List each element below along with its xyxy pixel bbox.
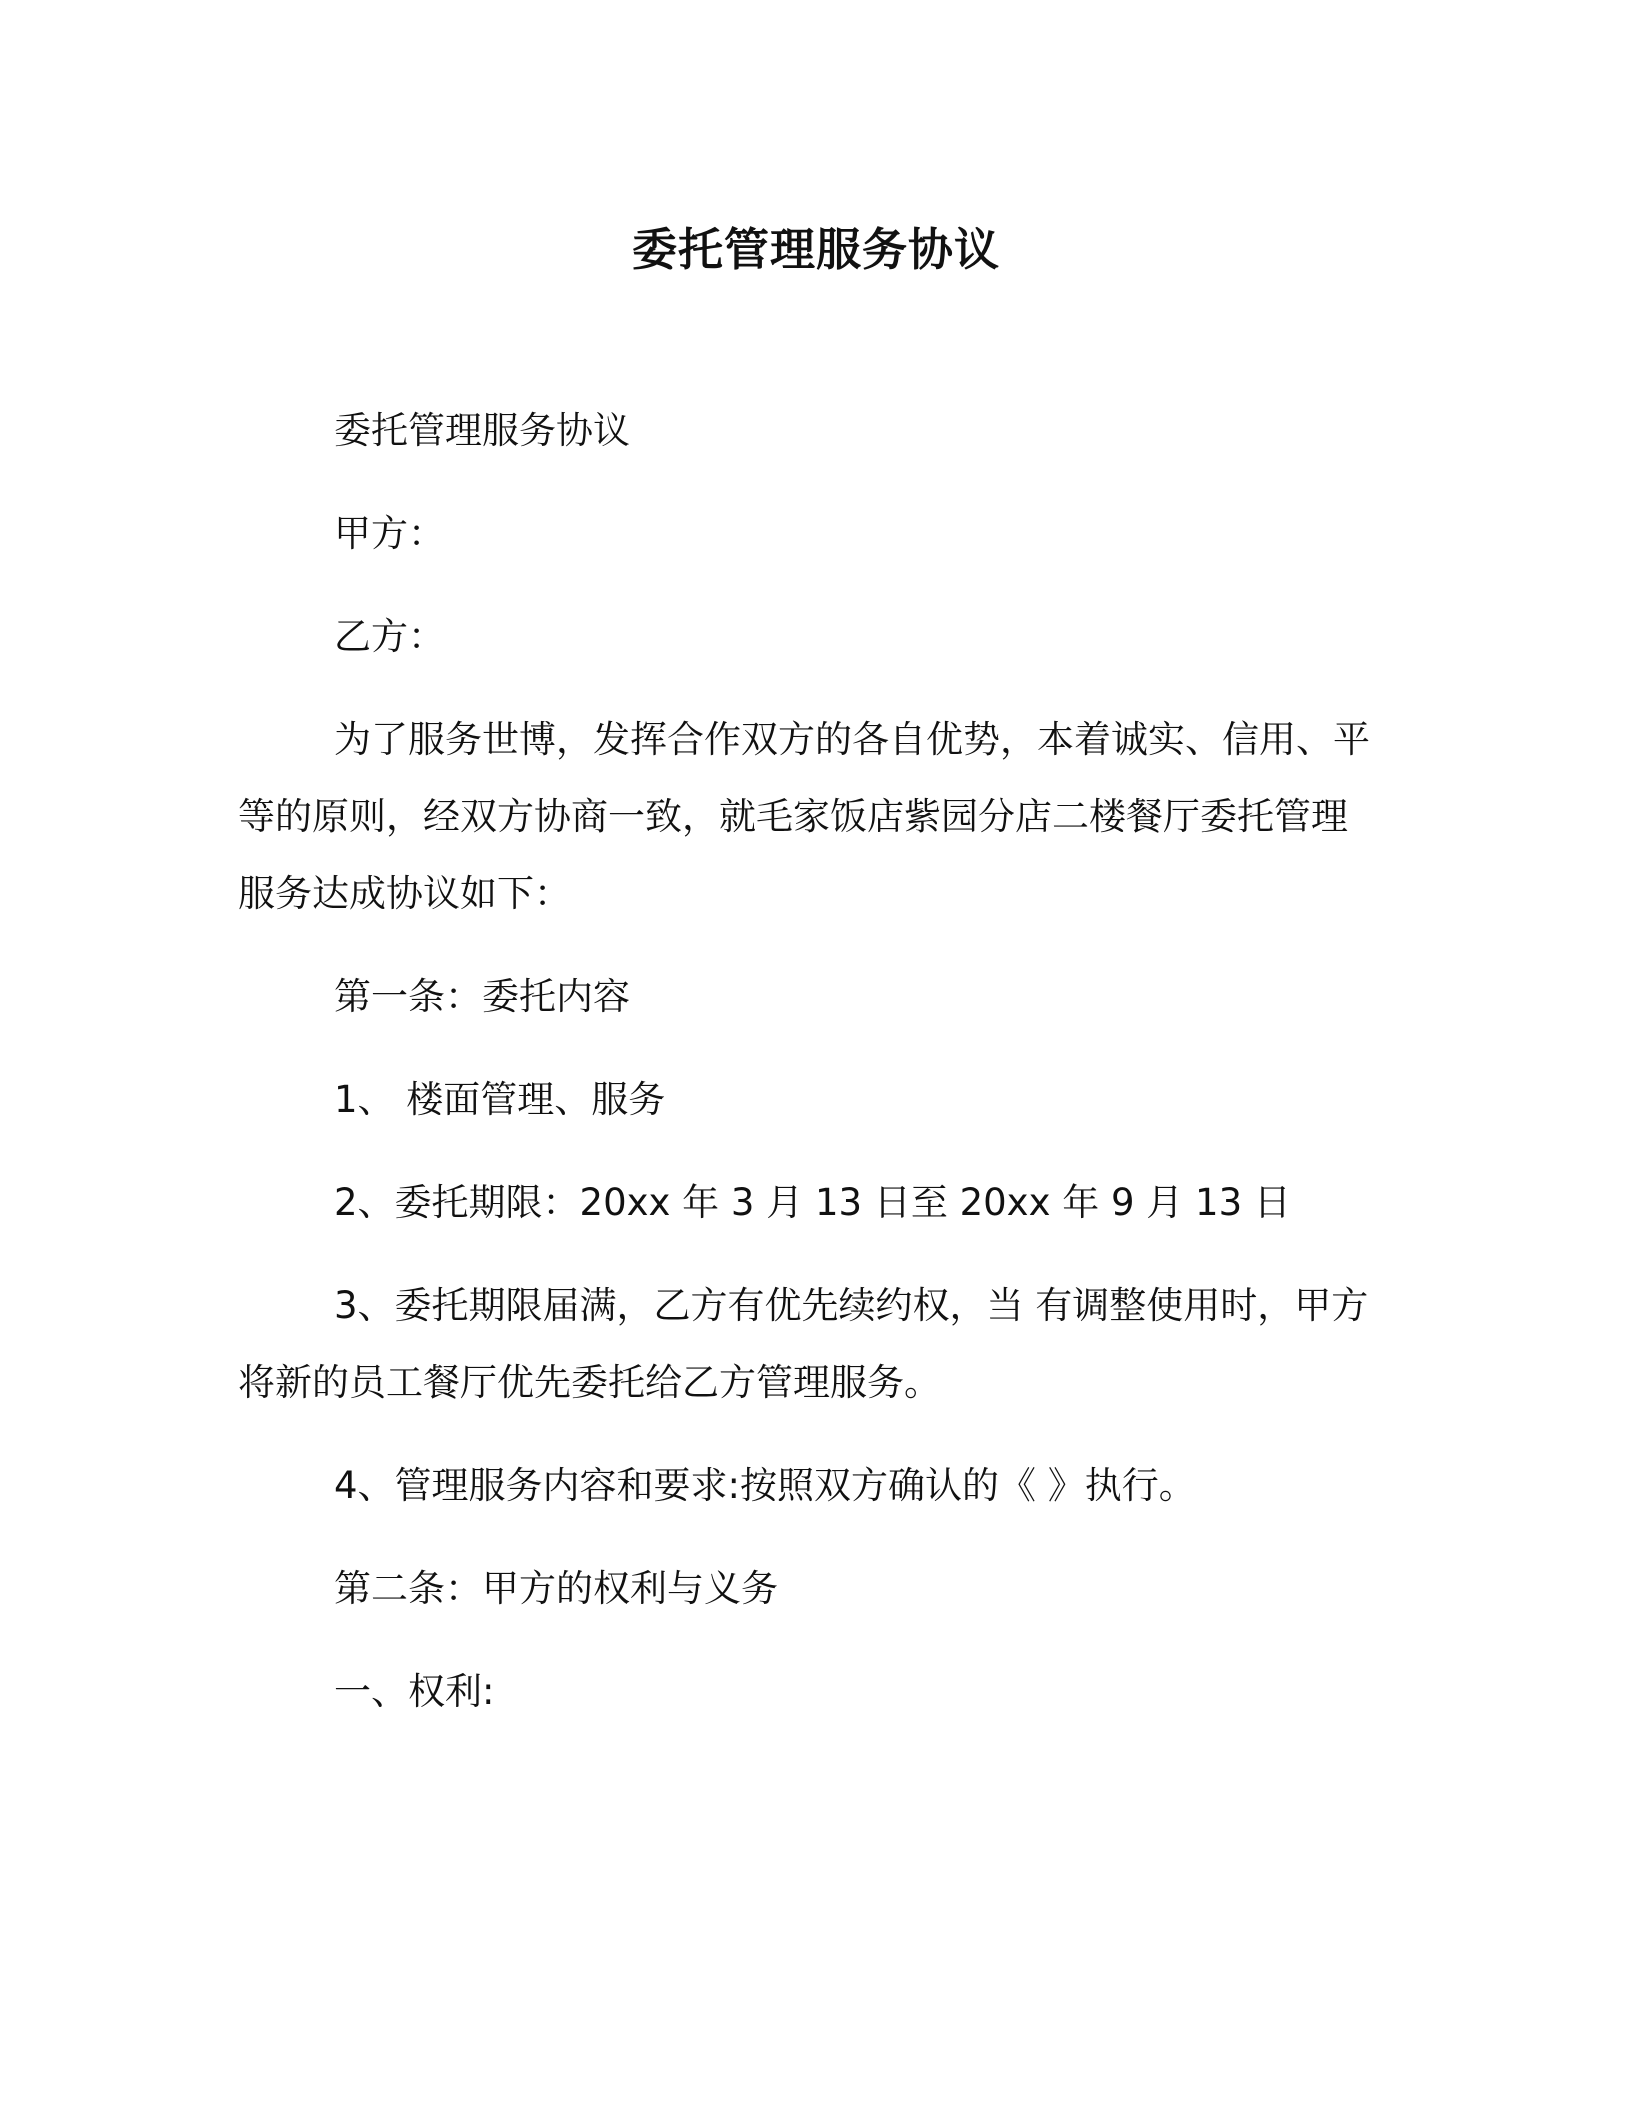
item-2: 2、委托期限：20xx 年 3 月 13 日至 20xx 年 9 月 13 日 (334, 1181, 1291, 1224)
article-one-heading: 第一条：委托内容 (334, 975, 630, 1018)
heading-paragraph: 委托管理服务协议 (334, 409, 630, 452)
document-title: 委托管理服务协议 (631, 223, 1000, 276)
preamble-paragraph: 为了服务世博，发挥合作双方的各自优势，本着诚实、信用、平等的原则，经双方协商一致，就毛家饭店紫园分店二楼餐厅委托管理服务达成协议如下： (238, 718, 1370, 915)
document-body (238, 392, 1380, 1756)
article-two-heading: 第二条：甲方的权利与义务 (334, 1567, 778, 1610)
item-3: 3、委托期限届满，乙方有优先续约权，当 有调整使用时，甲方将新的员工餐厅优先委托给乙方管理服务。 (238, 1284, 1369, 1404)
party-b-line: 乙方： (334, 615, 445, 658)
item-1: 1、 楼面管理、服务 (334, 1078, 666, 1121)
party-a-line: 甲方： (334, 512, 445, 555)
item-4: 4、管理服务内容和要求:按照双方确认的《 》执行。 (334, 1464, 1196, 1507)
rights-heading: 一、权利: (334, 1670, 495, 1713)
